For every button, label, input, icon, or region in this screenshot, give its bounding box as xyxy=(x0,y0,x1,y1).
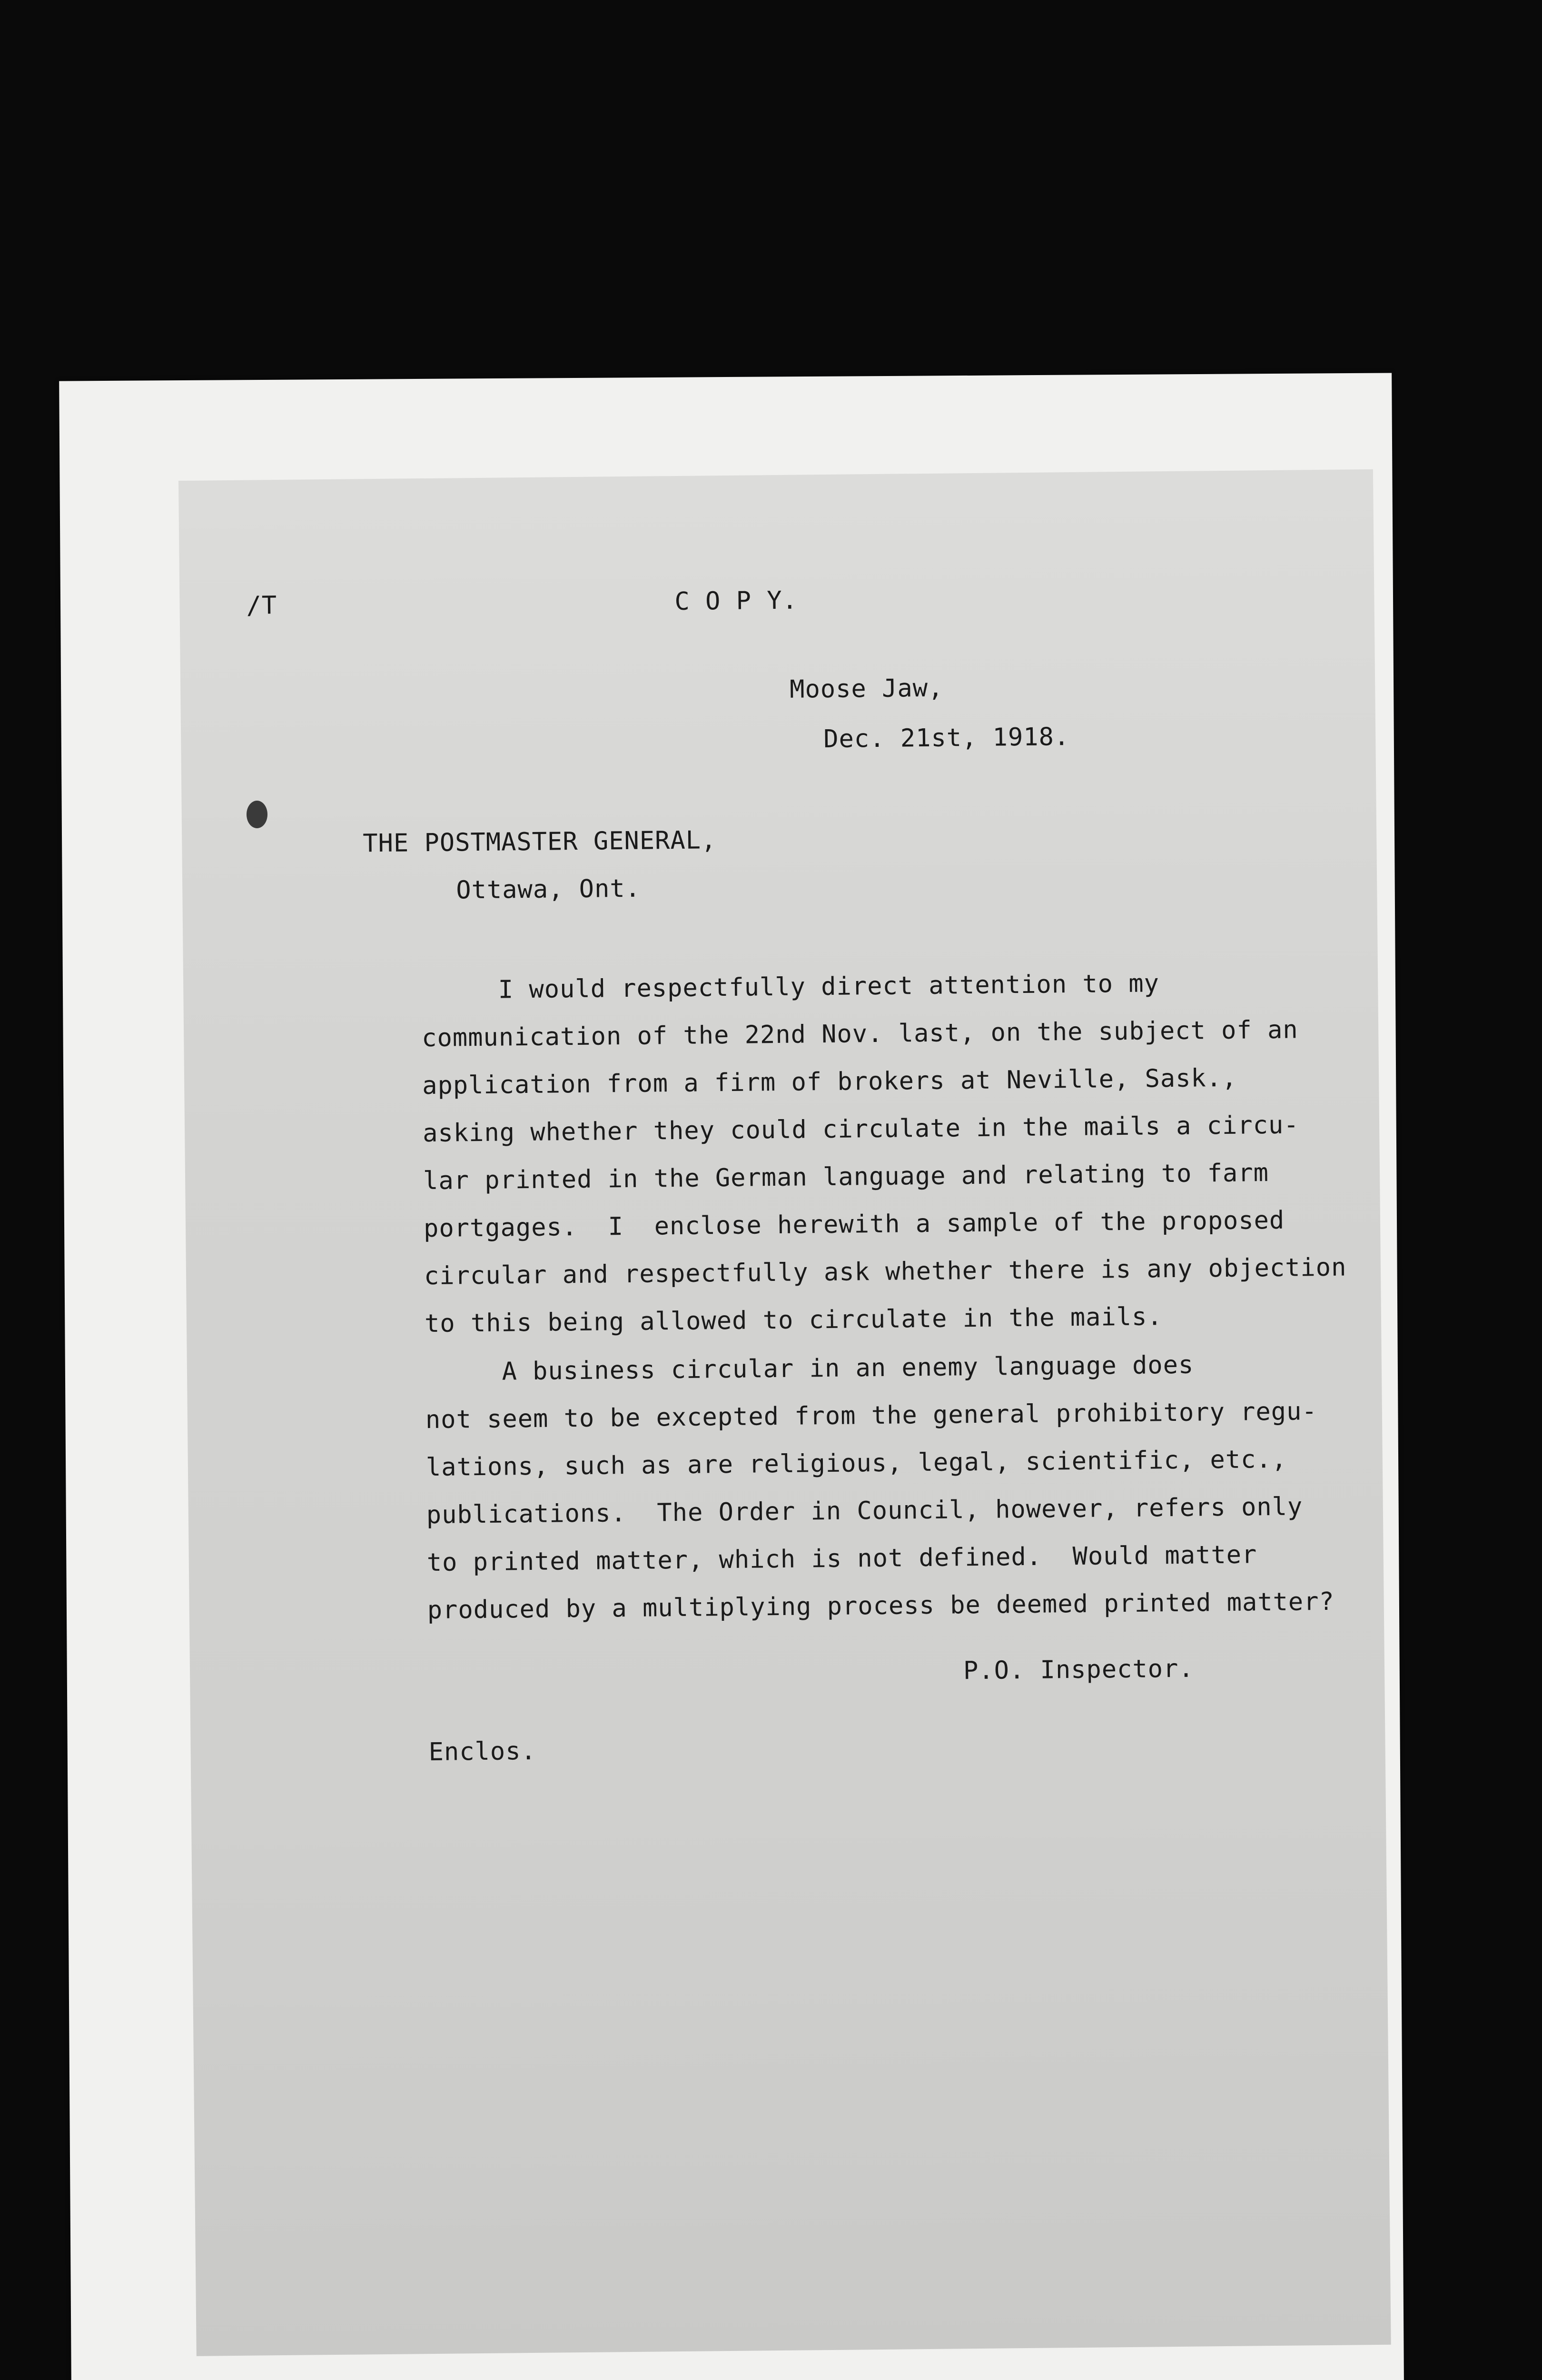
body-line: not seem to be excepted from the general prohibitory regu- xyxy=(425,1397,1317,1435)
body-line: circular and respectfully ask whether there is any objection xyxy=(424,1253,1347,1291)
signature-line: P.O. Inspector. xyxy=(963,1654,1194,1686)
copy-heading: C O P Y. xyxy=(674,586,798,616)
body-line: publications. The Order in Council, however, refers only xyxy=(426,1492,1303,1530)
recipient-line: THE POSTMASTER GENERAL, xyxy=(363,826,717,858)
date-line: Dec. 21st, 1918. xyxy=(823,723,1070,754)
body-line: produced by a multiplying process be deemed printed matter? xyxy=(427,1587,1335,1625)
body-line: to printed matter, which is not defined. Would matter xyxy=(426,1540,1257,1577)
body-line: I would respectfully direct attention to my xyxy=(421,969,1160,1005)
enclosure-line: Enclos. xyxy=(428,1736,537,1767)
body-line: A business circular in an enemy language does xyxy=(425,1350,1194,1387)
body-line: portgages. I enclose herewith a sample of the proposed xyxy=(423,1206,1285,1243)
place-line: Moose Jaw, xyxy=(789,674,944,704)
body-line: lar printed in the German language and relating to farm xyxy=(423,1159,1269,1196)
punch-hole xyxy=(247,801,267,828)
body-line: asking whether they could circulate in the mails a circu- xyxy=(422,1111,1299,1148)
body-line: application from a firm of brokers at Neville, Sask., xyxy=(422,1063,1237,1101)
reference-mark: /T xyxy=(246,591,277,620)
recipient-location: Ottawa, Ont. xyxy=(455,874,641,905)
body-line: to this being allowed to circulate in the mails. xyxy=(424,1302,1163,1339)
body-line: communication of the 22nd Nov. last, on the subject of an xyxy=(421,1015,1298,1053)
body-line: lations, such as are religious, legal, scientific, etc., xyxy=(425,1445,1287,1482)
letter-page xyxy=(178,469,1391,2356)
